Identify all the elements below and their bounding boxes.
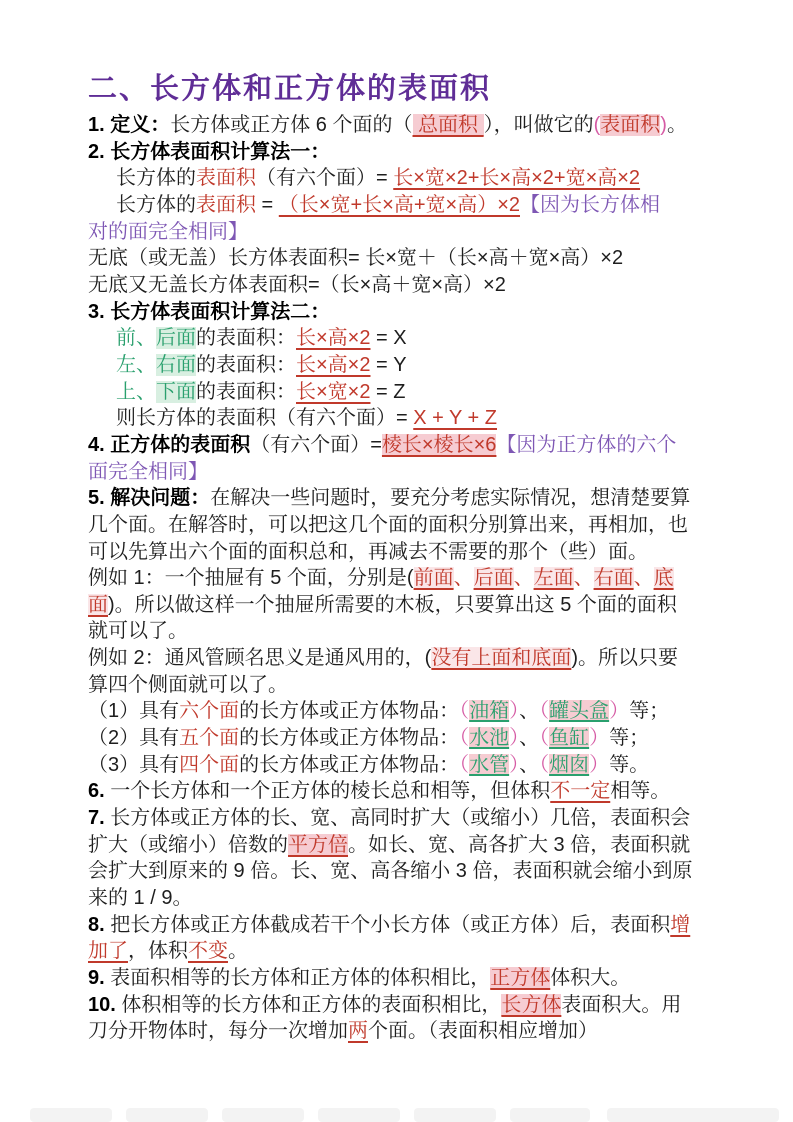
text-segment: 总面积	[412, 114, 484, 136]
text-segment: 的表面积：	[196, 353, 296, 376]
text-segment: 的长方体或正方体物品：	[239, 700, 460, 723]
text-line	[88, 112, 728, 139]
text-segment: （	[539, 753, 550, 776]
text-segment: 9.	[88, 967, 111, 989]
text-line	[88, 299, 728, 326]
text-line	[88, 778, 728, 805]
text-segment: 8.	[88, 913, 111, 936]
next-page-preview-block	[126, 1108, 208, 1122]
text-line	[88, 219, 728, 246]
text-segment: 没有上面和底面	[431, 647, 572, 670]
text-segment: 【因为正方体的六个	[496, 433, 677, 456]
text-segment: ），叫做它的	[483, 114, 594, 136]
text-segment: 表面积	[196, 167, 256, 190]
text-segment: 长方体或正方体 6 个面的（	[170, 114, 413, 136]
text-segment: 对的面完全相同】	[88, 220, 248, 243]
text-segment: 例如 2：通风管顾名思义是通风用的，(	[88, 647, 432, 670]
text-line	[88, 992, 728, 1019]
next-page-preview-block	[607, 1108, 779, 1122]
text-segment: 两	[348, 1020, 368, 1043]
text-line	[88, 805, 728, 832]
text-segment: 在解决一些问题时，要充分考虑实际情况，想清楚要算	[210, 487, 691, 510]
text-segment: 长方体或正方体的长、宽、高同时扩大（或缩小）几倍，表面积会	[110, 807, 691, 830]
text-segment: 来的 1 / 9。	[88, 887, 193, 910]
text-line	[88, 352, 728, 379]
text-line	[88, 165, 728, 192]
text-segment: 无底又无盖长方体表面积=（长×高＋宽×高）×2	[88, 273, 506, 296]
text-segment: ，体积	[128, 940, 188, 963]
text-segment: 几个面。在解答时，可以把这几个面的面积分别算出来，再相加，也	[88, 513, 688, 536]
text-segment: 长×宽×2+长×高×2+宽×高×2	[393, 167, 641, 190]
text-segment: 烟囱	[549, 753, 590, 776]
text-segment: 后面	[473, 567, 514, 590]
text-line	[88, 459, 728, 486]
text-line	[88, 725, 728, 752]
text-segment: 鱼缸	[549, 727, 590, 750]
text-segment: （	[539, 700, 550, 723]
text-line	[88, 752, 728, 779]
text-segment: 五个面	[179, 727, 240, 750]
text-segment: )。所以做这样一个抽屉所需要的木板，只要算出这 5 个面的面积	[108, 593, 677, 616]
text-segment: 水池	[469, 727, 510, 750]
text-segment: 的长方体或正方体物品：	[239, 727, 460, 750]
text-segment: 例如 1：一个抽屉有 5 个面，分别是(	[88, 567, 414, 590]
text-segment: （有六个面）=	[250, 433, 382, 456]
text-segment: 底	[653, 567, 674, 590]
text-line	[88, 832, 728, 859]
text-segment: 表面积	[600, 114, 661, 136]
text-segment: 一个长方体和一个正方体的棱长总和相等，但体积	[110, 780, 551, 803]
next-page-preview-block	[30, 1108, 112, 1122]
text-line	[88, 139, 728, 166]
text-segment: X + Y + Z	[413, 407, 498, 430]
text-line	[88, 858, 728, 885]
text-segment: 就可以了。	[88, 620, 188, 643]
text-line	[88, 325, 728, 352]
text-segment: 长方体的	[116, 167, 196, 190]
text-segment: ）	[589, 753, 610, 776]
text-segment: 棱长×棱长×6	[381, 433, 497, 456]
text-segment: = X	[370, 327, 407, 350]
text-segment: 长方体的	[116, 193, 196, 216]
text-segment: 个面。（表面积相应增加）	[368, 1020, 598, 1043]
text-line	[88, 512, 728, 539]
text-line	[88, 1018, 728, 1045]
text-segment: )。所以只要	[571, 647, 679, 670]
text-segment: 、	[573, 567, 594, 590]
text-segment: 。如长、宽、高各扩大 3 倍，表面积就	[348, 833, 691, 856]
text-segment: 则长方体的表面积（有六个面）=	[116, 407, 414, 430]
text-segment: 左面	[533, 567, 574, 590]
text-line	[88, 565, 728, 592]
text-line	[88, 672, 728, 699]
text-segment: 扩大（或缩小）倍数的	[88, 833, 288, 856]
text-segment: 水管	[469, 753, 510, 776]
text-segment: （长×宽+长×高+宽×高）×2	[278, 193, 520, 216]
text-segment: 的长方体或正方体物品：	[239, 753, 460, 776]
text-segment: ）	[509, 700, 520, 723]
text-segment: 体积大。	[550, 967, 631, 989]
text-segment: 后面	[156, 327, 196, 350]
text-line	[88, 539, 728, 566]
text-segment: 不变	[188, 940, 228, 963]
text-segment: （2）具有	[88, 727, 180, 750]
text-segment: 等；	[629, 700, 670, 723]
text-segment: 刀分开物体时，每分一次增加	[88, 1020, 348, 1043]
text-segment: 相等。	[610, 780, 671, 803]
text-segment: （3）具有	[88, 753, 180, 776]
text-segment: 6.	[88, 780, 111, 803]
text-segment: 右面	[593, 567, 634, 590]
text-segment: 。	[228, 940, 248, 963]
text-segment: 表面积相等的长方体和正方体的体积相比，	[110, 967, 491, 989]
text-segment: 面	[88, 593, 108, 616]
next-page-preview-block	[414, 1108, 496, 1122]
text-segment: 下面	[156, 380, 196, 403]
text-segment: 等；	[609, 727, 650, 750]
text-segment: 、	[519, 753, 540, 776]
text-segment: 罐头盒	[549, 700, 610, 723]
text-segment: 10.	[88, 993, 122, 1016]
next-page-preview-block	[318, 1108, 400, 1122]
text-segment: ）	[509, 727, 520, 750]
text-segment: ）	[609, 700, 630, 723]
text-line	[88, 485, 728, 512]
text-segment: 正方体	[490, 967, 551, 989]
text-segment: （	[539, 727, 550, 750]
text-segment: 可以先算出六个面的面积总和，再减去不需要的那个（些）面。	[88, 540, 648, 563]
text-segment: 前面	[413, 567, 454, 590]
text-segment: =	[256, 193, 279, 216]
next-page-preview-block	[510, 1108, 590, 1122]
text-segment: 长×高×2	[296, 327, 371, 350]
text-segment: 、	[453, 567, 474, 590]
text-segment: （	[459, 700, 470, 723]
text-segment: = Y	[370, 353, 407, 376]
text-segment: （1）具有	[88, 700, 180, 723]
text-segment: 无底（或无盖）长方体表面积= 长×宽＋（长×高＋宽×高）×2	[88, 247, 624, 270]
text-line	[88, 592, 728, 619]
text-segment: (	[593, 114, 601, 136]
text-segment: 的表面积：	[196, 327, 296, 350]
text-segment: （	[459, 727, 470, 750]
text-segment: 算四个侧面就可以了。	[88, 673, 288, 696]
text-segment: 前、	[116, 327, 156, 350]
text-segment: 上、	[116, 380, 156, 403]
text-segment: 【因为长方体相	[520, 193, 660, 216]
page-title: 二、长方体和正方体的表面积	[88, 73, 492, 105]
text-segment: 平方倍	[288, 833, 348, 856]
text-segment: 加了	[88, 940, 128, 963]
text-segment: 1. 定义：	[88, 114, 171, 136]
text-line	[88, 245, 728, 272]
text-line	[88, 432, 728, 459]
text-segment: 、	[519, 727, 540, 750]
text-line	[88, 618, 728, 645]
text-segment: 3. 长方体表面积计算法二：	[88, 300, 331, 323]
text-segment: （	[459, 753, 470, 776]
text-segment: 右面	[156, 353, 196, 376]
text-line	[88, 272, 728, 299]
text-segment: 面完全相同】	[88, 460, 208, 483]
text-segment: 2. 长方体表面积计算法一：	[88, 140, 331, 163]
text-segment: 把长方体或正方体截成若干个小长方体（或正方体）后，表面积	[110, 913, 671, 936]
text-line	[88, 965, 728, 992]
text-segment: 油箱	[469, 700, 510, 723]
text-line	[88, 379, 728, 406]
text-segment: ）	[589, 727, 610, 750]
text-segment: )	[660, 114, 667, 136]
text-segment: 会扩大到原来的 9 倍。长、宽、高各缩小 3 倍，表面积就会缩小到原	[88, 860, 693, 883]
text-segment: 六个面	[179, 700, 240, 723]
next-page-preview-block	[222, 1108, 304, 1122]
text-segment: 7.	[88, 807, 111, 830]
text-segment: 长方体	[501, 993, 562, 1016]
text-segment: = Z	[370, 380, 406, 403]
text-segment: 体积相等的长方体和正方体的表面积相比，	[121, 993, 502, 1016]
text-segment: 5. 解决问题：	[88, 487, 211, 510]
text-segment: 不一定	[550, 780, 611, 803]
text-line	[88, 938, 728, 965]
text-segment: 表面积	[196, 193, 256, 216]
text-segment: ）	[509, 753, 520, 776]
text-line	[88, 885, 728, 912]
text-segment: 左、	[116, 353, 156, 376]
text-segment: 。	[666, 114, 687, 136]
text-segment: 长×高×2	[296, 353, 371, 376]
text-line	[88, 645, 728, 672]
document-body	[88, 112, 728, 1045]
text-segment: 、	[513, 567, 534, 590]
text-segment: 的表面积：	[196, 380, 296, 403]
text-segment: 四个面	[179, 753, 240, 776]
text-segment: （有六个面）=	[256, 167, 394, 190]
text-segment: 增	[670, 913, 691, 936]
text-segment: 4. 正方体的表面积	[88, 433, 251, 456]
text-segment: 等。	[609, 753, 650, 776]
text-segment: 表面积大。用	[561, 993, 682, 1016]
text-segment: 、	[519, 700, 540, 723]
text-segment: 长×宽×2	[296, 380, 371, 403]
text-line	[88, 698, 728, 725]
text-line	[88, 192, 728, 219]
text-line	[88, 405, 728, 432]
text-line	[88, 912, 728, 939]
text-segment: 、	[633, 567, 654, 590]
